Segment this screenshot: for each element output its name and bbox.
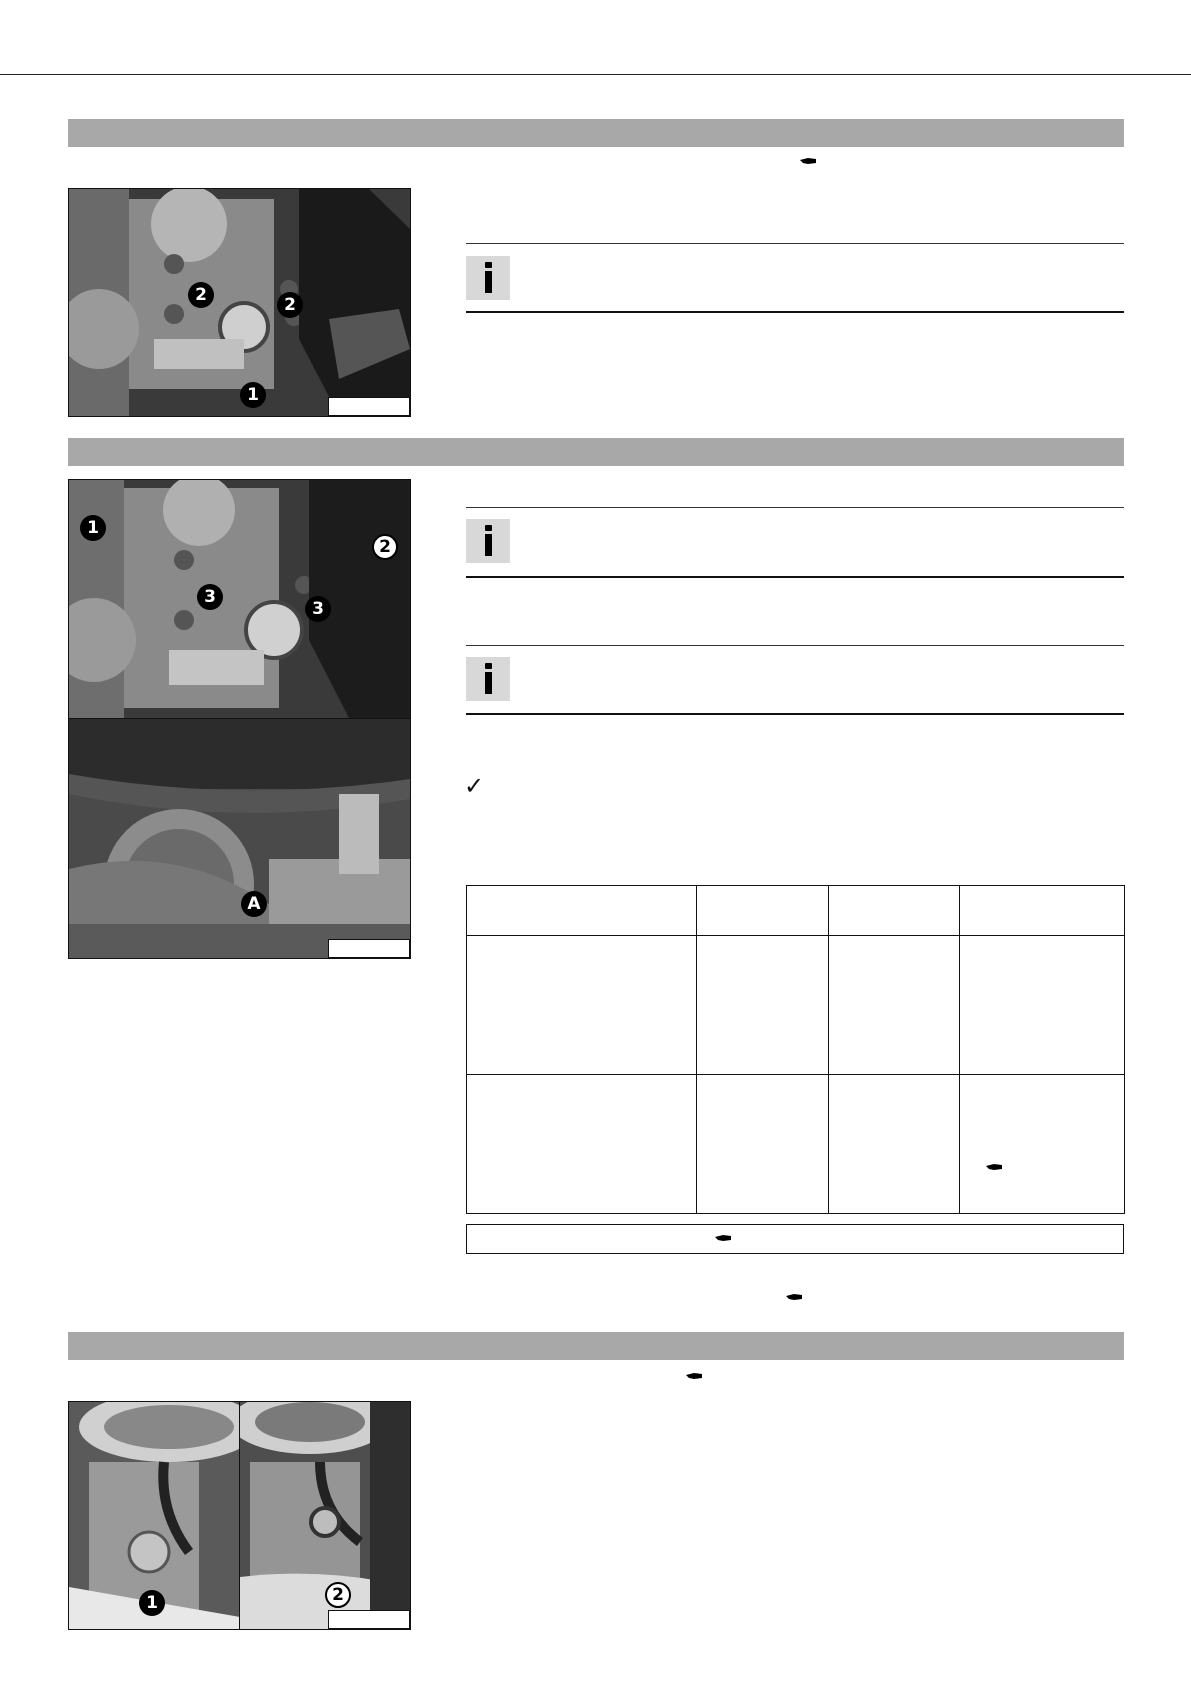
info-icon xyxy=(466,256,510,300)
reference-hand-icon xyxy=(800,157,816,165)
page-header-rule xyxy=(0,74,1191,75)
note-bottom-rule xyxy=(466,713,1124,715)
info-icon xyxy=(466,519,510,563)
reference-hand-icon xyxy=(715,1234,731,1242)
reference-hand-icon xyxy=(986,1163,1002,1171)
table-cell xyxy=(467,1075,697,1214)
note-top-rule xyxy=(466,243,1124,244)
cylinder-head-photo xyxy=(68,188,411,417)
callout-2: 2 xyxy=(277,292,303,318)
info-icon xyxy=(466,657,510,701)
specification-table xyxy=(466,885,1125,1214)
reference-hand-icon xyxy=(686,1372,702,1380)
callout-1: 1 xyxy=(80,515,106,541)
reference-hand-icon xyxy=(786,1293,802,1301)
table-cell xyxy=(467,936,697,1075)
section-heading-bar xyxy=(68,1332,1124,1360)
callout-1: 1 xyxy=(139,1590,165,1616)
callout-2: 2 xyxy=(372,534,398,560)
table-cell xyxy=(829,886,960,936)
callout-3: 3 xyxy=(197,584,223,610)
figure-id-tag xyxy=(328,397,410,416)
table-header-row xyxy=(467,886,1125,936)
table-row xyxy=(467,1075,1125,1214)
reference-box xyxy=(466,1224,1124,1254)
table-cell xyxy=(829,936,960,1075)
callout-2: 2 xyxy=(325,1582,351,1608)
figure-id-tag xyxy=(328,1610,410,1629)
note-top-rule xyxy=(466,645,1124,646)
note-bottom-rule xyxy=(466,576,1124,578)
camshaft-photo xyxy=(68,479,411,719)
check-icon: ✓ xyxy=(464,772,485,800)
table-cell xyxy=(960,1075,1125,1214)
table-cell xyxy=(467,886,697,936)
table-cell xyxy=(829,1075,960,1214)
callout-1: 1 xyxy=(240,382,266,408)
callout-2: 2 xyxy=(188,282,214,308)
table-cell xyxy=(960,886,1125,936)
table-cell xyxy=(697,936,829,1075)
callout-3: 3 xyxy=(305,596,331,622)
table-cell xyxy=(697,886,829,936)
section-heading-bar xyxy=(68,119,1124,147)
callout-A: A xyxy=(241,891,267,917)
timing-gear-photo xyxy=(68,718,411,959)
table-cell xyxy=(960,936,1125,1075)
note-top-rule xyxy=(466,507,1124,508)
table-cell xyxy=(697,1075,829,1214)
section-heading-bar xyxy=(68,438,1124,466)
figure-id-tag xyxy=(328,939,410,958)
note-bottom-rule xyxy=(466,311,1124,313)
table-row xyxy=(467,936,1125,1075)
